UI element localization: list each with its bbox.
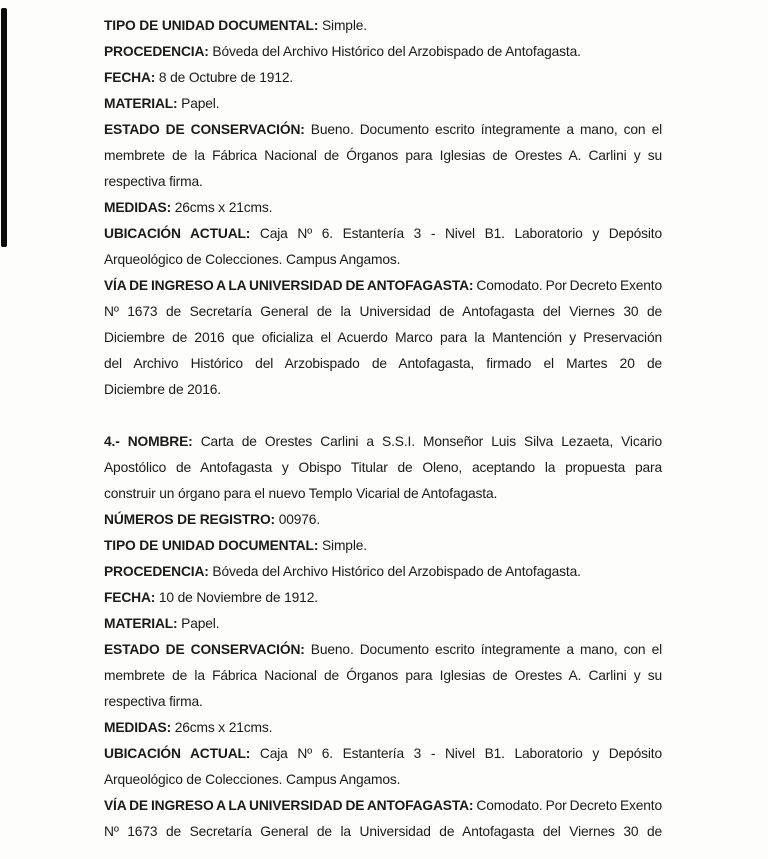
document-line: [104, 455, 662, 481]
document-line: [104, 689, 662, 715]
document-line: [104, 247, 662, 273]
document-line: [104, 715, 662, 741]
field-value: membrete de la Fábrica Nacional de Órganos para Iglesias de Orestes A. Carlini y su: [104, 148, 662, 163]
field-value: Bóveda del Archivo Histórico del Arzobispado de Antofagasta.: [208, 564, 581, 579]
document-line: [104, 195, 662, 221]
document-line: [104, 585, 662, 611]
document-line: [104, 273, 662, 299]
document-line: [104, 39, 662, 65]
document-line: [104, 169, 662, 195]
field-label: VÍA DE INGRESO A LA UNIVERSIDAD DE ANTOFAGASTA:: [104, 278, 474, 293]
field-value: Bueno. Documento escrito íntegramente a mano, con el: [304, 122, 663, 137]
document-line: [104, 481, 662, 507]
document-line: [104, 351, 662, 377]
field-value: membrete de la Fábrica Nacional de Órganos para Iglesias de Orestes A. Carlini y su: [104, 668, 662, 683]
document-line: [104, 299, 662, 325]
field-value: del Archivo Histórico del Arzobispado de Antofagasta, firmado el Martes 20 de: [104, 356, 662, 371]
field-label: VÍA DE INGRESO A LA UNIVERSIDAD DE ANTOFAGASTA:: [104, 798, 474, 813]
field-label: PROCEDENCIA:: [104, 564, 209, 579]
document-line: [104, 117, 662, 143]
document-line: [104, 143, 662, 169]
field-value: 10 de Noviembre de 1912.: [155, 590, 318, 605]
document-line: [104, 741, 662, 767]
field-label: NÚMEROS DE REGISTRO:: [104, 512, 276, 527]
field-label: MATERIAL:: [104, 616, 178, 631]
field-value: respectiva firma.: [104, 174, 203, 189]
field-value: 00976.: [275, 512, 320, 527]
field-value: Caja Nº 6. Estantería 3 - Nivel B1. Laboratorio y Depósito: [250, 746, 662, 761]
field-value: Simple.: [318, 538, 367, 553]
field-label: PROCEDENCIA:: [104, 44, 209, 59]
field-label: ESTADO DE CONSERVACIÓN:: [104, 122, 305, 137]
field-label: FECHA:: [104, 70, 156, 85]
field-label: TIPO DE UNIDAD DOCUMENTAL:: [104, 538, 319, 553]
field-value: Papel.: [177, 616, 220, 631]
document-line: [104, 819, 662, 845]
field-label: 4.- NOMBRE:: [104, 434, 193, 449]
field-value: Apostólico de Antofagasta y Obispo Titular de Oleno, aceptando la propuesta para: [104, 460, 662, 475]
document-line: [104, 663, 662, 689]
document-line: [104, 91, 662, 117]
document-line: [104, 429, 662, 455]
field-label: ESTADO DE CONSERVACIÓN:: [104, 642, 305, 657]
field-value: Simple.: [318, 18, 367, 33]
field-value: Comodato. Por Decreto Exento: [473, 798, 662, 813]
field-label: FECHA:: [104, 590, 156, 605]
document-line: [104, 559, 662, 585]
document-line: [104, 533, 662, 559]
field-label: MATERIAL:: [104, 96, 178, 111]
field-value: Diciembre de 2016.: [104, 382, 221, 397]
entry-separator: [104, 403, 662, 429]
document-text-block: [104, 13, 662, 845]
document-line: [104, 507, 662, 533]
document-line: [104, 767, 662, 793]
field-value: Bóveda del Archivo Histórico del Arzobispado de Antofagasta.: [208, 44, 581, 59]
document-line: [104, 221, 662, 247]
field-value: Comodato. Por Decreto Exento: [473, 278, 662, 293]
document-line: [104, 793, 662, 819]
field-label: MEDIDAS:: [104, 200, 172, 215]
field-value: 8 de Octubre de 1912.: [155, 70, 294, 85]
field-value: Arqueológico de Colecciones. Campus Angamos.: [104, 772, 401, 787]
field-value: Nº 1673 de Secretaría General de la Universidad de Antofagasta del Viernes 30 de: [104, 304, 662, 319]
field-label: UBICACIÓN ACTUAL:: [104, 746, 251, 761]
field-value: Arqueológico de Colecciones. Campus Angamos.: [104, 252, 401, 267]
field-value: Papel.: [177, 96, 220, 111]
document-line: [104, 611, 662, 637]
field-label: MEDIDAS:: [104, 720, 172, 735]
field-value: construir un órgano para el nuevo Templo Vicarial de Antofagasta.: [104, 486, 498, 501]
document-line: [104, 13, 662, 39]
field-label: TIPO DE UNIDAD DOCUMENTAL:: [104, 18, 319, 33]
field-value: Bueno. Documento escrito íntegramente a mano, con el: [304, 642, 663, 657]
field-value: Caja Nº 6. Estantería 3 - Nivel B1. Laboratorio y Depósito: [250, 226, 662, 241]
field-value: Carta de Orestes Carlini a S.S.I. Monseñor Luis Silva Lezaeta, Vicario: [192, 434, 662, 449]
document-line: [104, 65, 662, 91]
field-value: 26cms x 21cms.: [171, 720, 273, 735]
document-line: [104, 325, 662, 351]
field-value: 26cms x 21cms.: [171, 200, 273, 215]
document-line: [104, 377, 662, 403]
field-label: UBICACIÓN ACTUAL:: [104, 226, 251, 241]
field-value: Diciembre de 2016 que oficializa el Acuerdo Marco para la Mantención y Preservación: [104, 330, 662, 345]
field-value: Nº 1673 de Secretaría General de la Universidad de Antofagasta del Viernes 30 de: [104, 824, 662, 839]
field-value: respectiva firma.: [104, 694, 203, 709]
document-line: [104, 637, 662, 663]
scan-edge-artifact: [1, 8, 7, 247]
